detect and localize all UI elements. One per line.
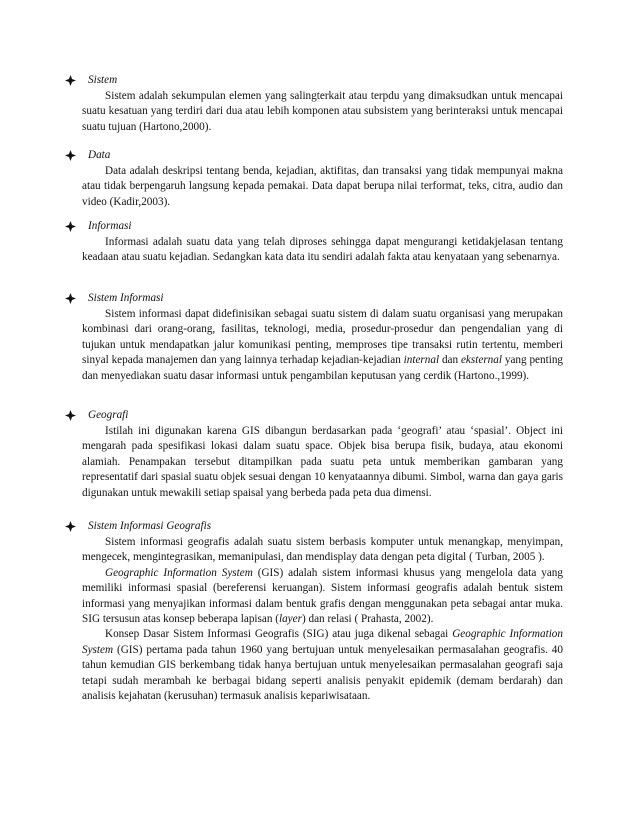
- section-sistem-informasi: [65, 290, 563, 384]
- text-run-italic: eksternal: [460, 354, 502, 367]
- paragraph: Data adalah deskripsi tentang benda, kejadian, aktifitas, dan transaksi yang tidak mempunyai makna atau tidak berpengaruh langsung kepada pemakai. Data dapat berupa nilai terformat, teks, citra, audio dan video (Kadir,2003).: [82, 165, 563, 208]
- diamond-bullet-icon: [65, 410, 76, 421]
- text-run: (GIS) adalah sistem informasi khusus yang mengelola data yang memiliki informasi spasial (bereferensi keruangan). Sistem informasi geografis adalah bentuk sistem informasi yang menyajikan informasi dalam bentuk grafis dengan menggunakan peta sebagai antar muka. SIG tersusun atas konsep beberapa lapisan (: [82, 566, 563, 626]
- text-run-italic: Geographic Information System: [105, 566, 253, 579]
- text-run-italic: layer: [278, 613, 302, 626]
- text-run: (GIS) pertama pada tahun 1960 yang bertujuan untuk menyelesaikan permasalahan geografis. 40 tahun kemudian GIS berkembang tidak hanya bertujuan untuk menyelesaikan permasalahan geografi saja tetapi sudah merambah ke berbagai bidang seperti analisis penyakit epidemik (demam berdarah) dan analisis kejahatan (kerusuhan) termasuk analisis kepariwisataan.: [82, 643, 563, 703]
- section-body: [82, 424, 563, 501]
- section-heading: [65, 72, 563, 88]
- section-body: [82, 164, 563, 210]
- heading-sistem-informasi: Sistem Informasi: [88, 292, 164, 304]
- paragraph: Sistem informasi geografis adalah suatu sistem berbasis komputer untuk menangkap, menyimpan, mengecek, mengintegrasikan, memanipulasi, dan mendisplay data dengan peta digital ( Turban, 2005 ).: [82, 536, 563, 564]
- section-body: [82, 89, 563, 135]
- text-run-italic: Geographic Information System: [82, 628, 563, 656]
- heading-sistem-informasi-geografis: Sistem Informasi Geografis: [88, 520, 212, 532]
- section-sistem-informasi-geografis: [65, 518, 563, 704]
- section-heading: [65, 290, 563, 306]
- text-run: yang penting dan menyediakan suatu dasar informasi untuk pengambilan keputusan yang cerdik (Hartono.,1999).: [82, 354, 564, 382]
- heading-informasi: Informasi: [88, 220, 132, 232]
- section-body: [82, 535, 563, 704]
- diamond-bullet-icon: [65, 75, 76, 86]
- diamond-bullet-icon: [65, 150, 76, 161]
- section-body: [82, 307, 563, 384]
- diamond-bullet-icon: [65, 221, 76, 232]
- section-informasi: [65, 218, 563, 266]
- section-heading: [65, 218, 563, 234]
- paragraph: [82, 566, 563, 628]
- section-sistem: [65, 72, 563, 135]
- text-run: dan: [441, 354, 459, 367]
- section-heading: [65, 518, 563, 534]
- paragraph: Informasi adalah suatu data yang telah diproses sehingga dapat mengurangi ketidakjelasan tentang keadaan atau suatu kejadian. Sedangkan kata data itu sendiri adalah fakta atau kenyataan yang sebenarnya.: [82, 236, 563, 264]
- section-data: [65, 147, 563, 210]
- paragraph: Istilah ini digunakan karena GIS dibangun berdasarkan pada ‘geografi’ atau ‘spasial’. Object ini mengarah pada spesifikasi lokasi dalam suatu space. Objek bisa berupa fisik, budaya, atau ekonomi alamiah. Penampakan tersebut ditampilkan pada suatu peta untuk memberikan gambaran yang representatif dari spasial suatu objek sesuai dengan 10 kenyataannya dibumi. Simbol, warna dan gaya garis digunakan untuk mewakili setiap spaisal yang berbeda pada peta dua dimensi.: [82, 425, 563, 499]
- section-heading: [65, 147, 563, 163]
- text-run-italic: internal: [403, 354, 440, 367]
- section-geografi: [65, 407, 563, 501]
- paragraph: [82, 307, 563, 384]
- section-body: [82, 235, 563, 266]
- heading-data: Data: [88, 149, 111, 161]
- text-run: Sistem informasi dapat didefinisikan sebagai suatu sistem di dalam suatu organisasi yang merupakan kombinasi dari orang-orang, fasilitas, teknologi, media, prosedur-prosedur dan pengendalian yang di tujukan untuk mendapatkan jalur komunikasi penting, memproses tipe transaksi rutin tertentu, memberi sinyal kepada manajemen dan yang lainnya terhadap kejadian-kejadian: [82, 308, 563, 367]
- paragraph: [82, 627, 563, 704]
- paragraph: Sistem adalah sekumpulan elemen yang salingterkait atau terpdu yang dimaksudkan untuk mencapai suatu kesatuan yang terdiri dari dua atau lebih komponen atau subsistem yang berinteraksi untuk mencapai suatu tujuan (Hartono,2000).: [82, 90, 563, 133]
- heading-sistem: Sistem: [88, 74, 118, 86]
- section-heading: [65, 407, 563, 423]
- diamond-bullet-icon: [65, 293, 76, 304]
- text-run: ) dan relasi ( Prahasta, 2002).: [301, 613, 434, 626]
- diamond-bullet-icon: [65, 521, 76, 532]
- heading-geografi: Geografi: [88, 409, 129, 421]
- text-run: Konsep Dasar Sistem Informasi Geografis (SIG) atau juga dikenal sebagai: [105, 628, 449, 641]
